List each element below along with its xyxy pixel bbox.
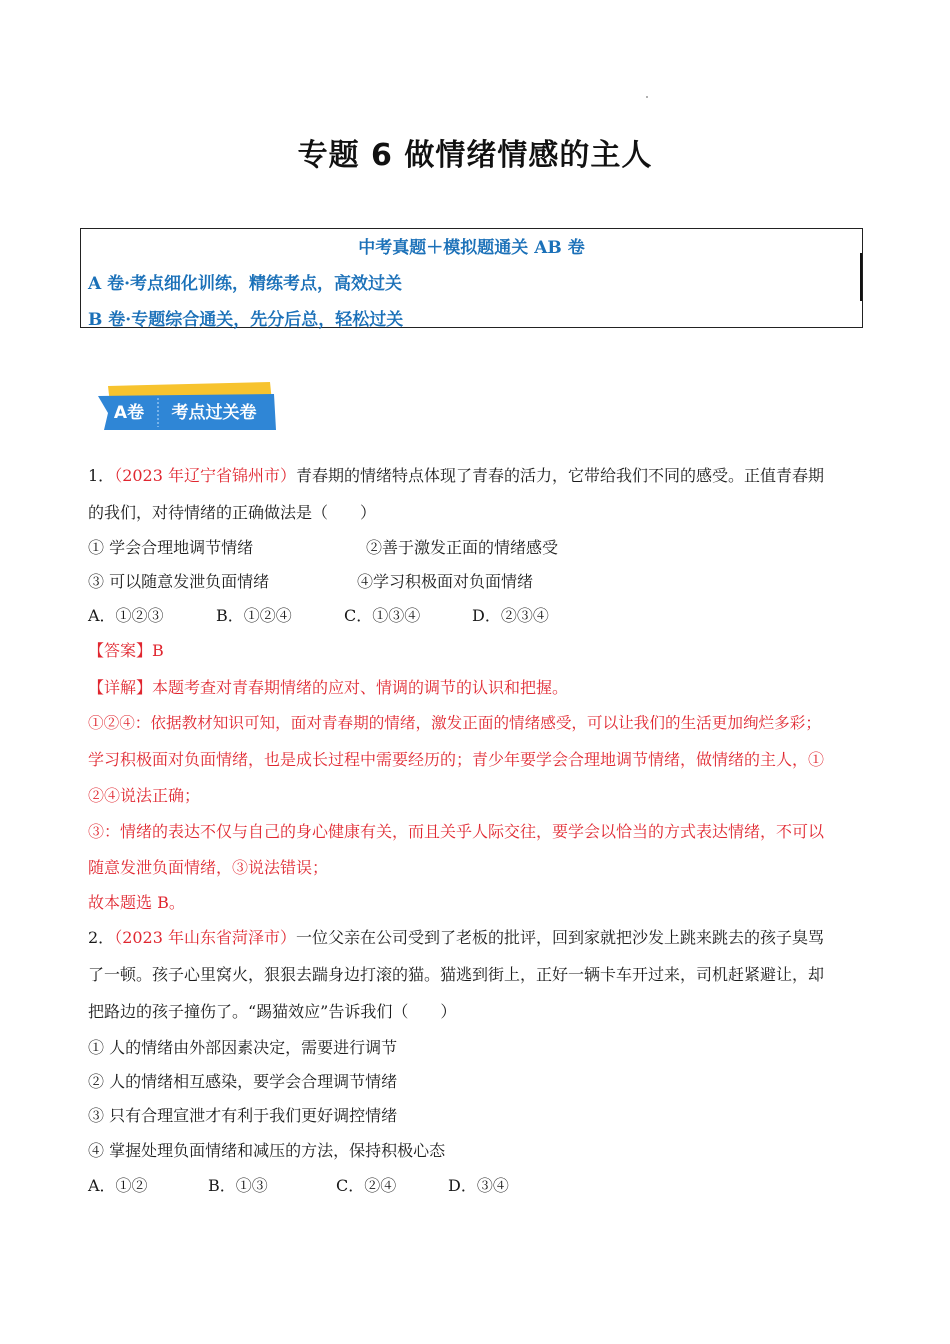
q2-item-1: ① 人的情绪由外部因素决定，需要进行调节 [88, 1038, 398, 1057]
q1-explanation-1b: 学习积极面对负面情绪，也是成长过程中需要经历的；青少年要学会合理地调节情绪，做情绪的主人，① [88, 750, 825, 769]
q1-item-2: ②善于激发正面的情绪感受 [366, 538, 559, 557]
q1-option-d: D．②③④ [472, 606, 549, 625]
q1-stem-line-2: 的我们，对待情绪的正确做法是（ ） [88, 503, 377, 522]
speck-mark [646, 96, 648, 98]
q2-option-c: C．②④ [336, 1176, 397, 1195]
q1-item-3: ③ 可以随意发泄负面情绪 [88, 572, 270, 591]
q1-item-4: ④学习积极面对负面情绪 [357, 572, 534, 591]
q1-option-a: A．①②③ [88, 606, 164, 625]
q1-explanation-2a: ③：情绪的表达不仅与自己的身心健康有关，而且关乎人际交往，要学会以恰当的方式表达情绪，不可以 [88, 822, 825, 841]
q2-item-2: ② 人的情绪相互感染，要学会合理调节情绪 [88, 1072, 398, 1091]
q2-item-3: ③ 只有合理宣泄才有利于我们更好调控情绪 [88, 1106, 398, 1125]
q2-option-b: B．①③ [208, 1176, 268, 1195]
q1-explanation-1c: ②④说法正确； [88, 786, 201, 805]
intro-line-b: B 卷·专题综合通关，先分后总，轻松过关 [88, 310, 404, 330]
intro-line-a: A 卷·考点细化训练，精练考点，高效过关 [88, 274, 403, 294]
q2-stem-line-2: 了一顿。孩子心里窝火，狠狠去踹身边打滚的猫。猫逃到街上，正好一辆卡车开过来，司机赶紧避让，却 [88, 965, 825, 984]
q1-option-c: C．①③④ [344, 606, 421, 625]
box-side-mark [860, 253, 862, 301]
q2-option-d: D．③④ [448, 1176, 509, 1195]
q1-explanation-1a: ①②④：依据教材知识可知，面对青春期的情绪，激发正面的情绪感受，可以让我们的生活更加绚烂多彩； [88, 714, 821, 732]
intro-heading: 中考真题＋模拟题通关 AB 卷 [358, 238, 585, 258]
banner-tag: A卷 [113, 403, 145, 423]
intro-box [80, 228, 863, 328]
q2-source: （2023 年山东省菏泽市） [114, 928, 296, 947]
q1-conclusion: 故本题选 B。 [88, 893, 185, 912]
page-title: 专题 6 做情绪情感的主人 [297, 138, 653, 173]
q2-option-a: A．①② [88, 1176, 148, 1195]
q1-item-1: ① 学会合理地调节情绪 [88, 538, 254, 557]
q2-number: 2． [88, 928, 115, 947]
section-banner [94, 380, 278, 434]
q1-option-b: B．①②④ [216, 606, 292, 625]
q1-stem-line-1 [88, 466, 824, 486]
q1-answer: 【答案】B [88, 641, 164, 660]
q2-stem-line-3: 把路边的孩子撞伤了。“踢猫效应”告诉我们（ ） [88, 1002, 457, 1021]
q2-stem-1: 一位父亲在公司受到了老板的批评，回到家就把沙发上跳来跳去的孩子臭骂 [296, 928, 825, 947]
q1-detail: 【详解】本题考查对青春期情绪的应对、情调的调节的认识和把握。 [88, 678, 569, 697]
banner-label: 考点过关卷 [171, 403, 257, 423]
q2-stem-line-1 [88, 928, 824, 948]
q1-explanation-2b: 随意发泄负面情绪，③说法错误； [88, 858, 329, 877]
q2-item-4: ④ 掌握处理负面情绪和减压的方法，保持积极心态 [88, 1141, 446, 1160]
q1-stem-1: 青春期的情绪特点体现了青春的活力，它带给我们不同的感受。正值青春期 [296, 466, 825, 485]
q1-number: 1． [88, 466, 115, 485]
q1-source: （2023 年辽宁省锦州市） [114, 466, 296, 485]
